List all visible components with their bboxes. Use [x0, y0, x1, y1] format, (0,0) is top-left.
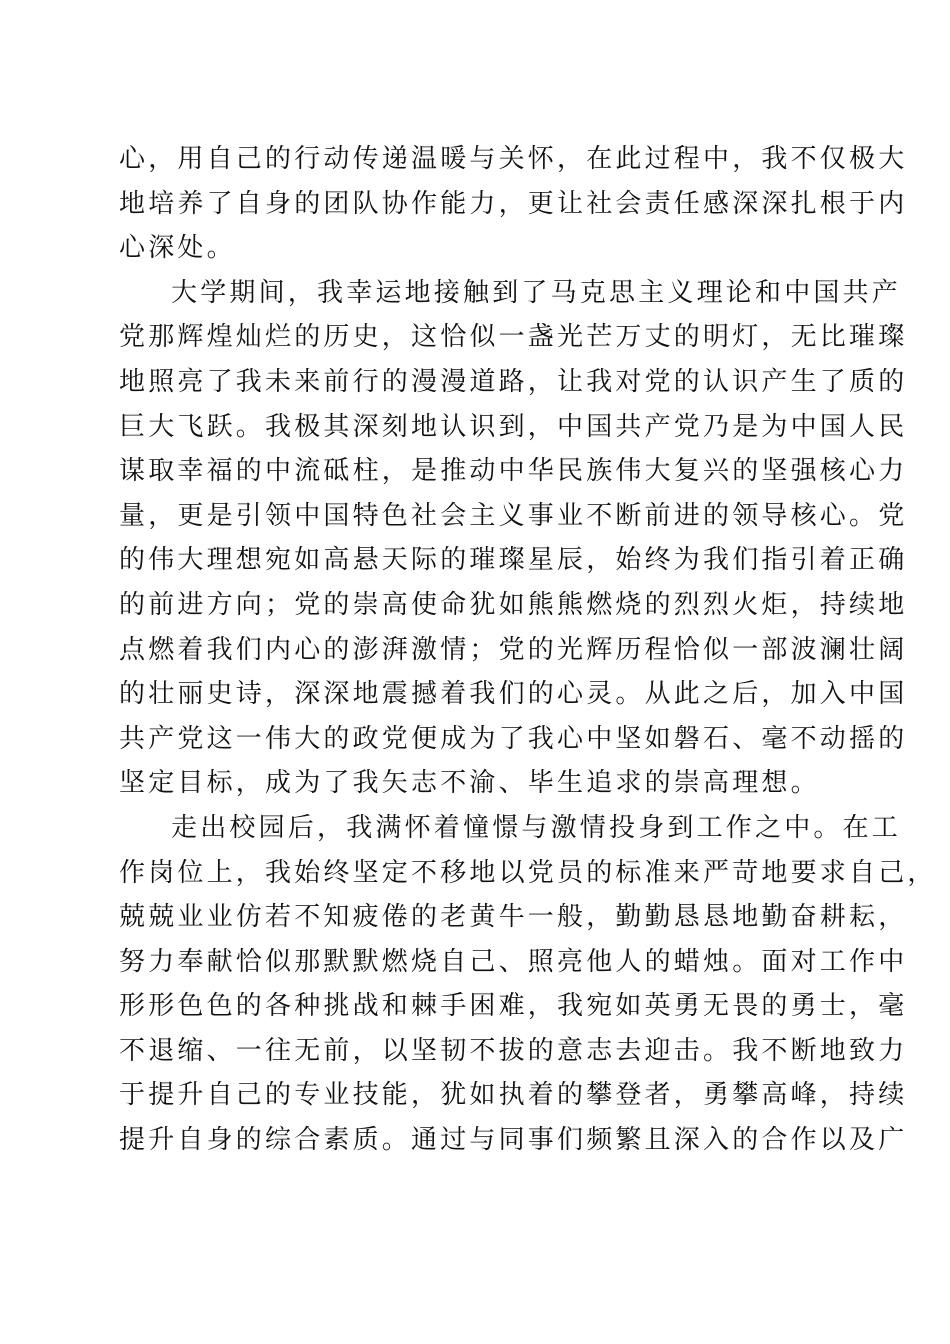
- text-line: 心深处。: [119, 233, 236, 264]
- text-line: 共产党这一伟大的政党便成为了我心中坚如磐石、毫不动摇的: [119, 723, 908, 754]
- text-line: 于提升自己的专业技能，犹如执着的攀登者，勇攀高峰，持续: [119, 1080, 908, 1111]
- paragraph-first-line: 走出校园后，我满怀着憧憬与激情投身到工作之中。在工: [171, 812, 902, 843]
- text-line: 点燃着我们内心的澎湃激情；党的光辉历程恰似一部波澜壮阔: [119, 634, 908, 665]
- text-line: 努力奉献恰似那默默燃烧自己、照亮他人的蜡烛。面对工作中: [119, 946, 908, 977]
- text-line: 心，用自己的行动传递温暖与关怀，在此过程中，我不仅极大: [119, 144, 908, 174]
- text-line: 不退缩、一往无前，以坚韧不拔的意志去迎击。我不断地致力: [119, 1035, 908, 1066]
- text-line: 地照亮了我未来前行的漫漫道路，让我对党的认识产生了质的: [119, 366, 908, 397]
- body-text: [119, 137, 937, 1163]
- paragraph-first-line: 大学期间，我幸运地接触到了马克思主义理论和中国共产: [171, 277, 902, 308]
- text-line: 巨大飞跃。我极其深刻地认识到，中国共产党乃是为中国人民: [119, 411, 908, 442]
- text-line: 作岗位上，我始终坚定不移地以党员的标准来严苛地要求自己，: [119, 857, 937, 888]
- text-line: 坚定目标，成为了我矢志不渝、毕生追求的崇高理想。: [119, 768, 820, 799]
- text-line: 党那辉煌灿烂的历史，这恰似一盏光芒万丈的明灯，无比璀璨: [119, 322, 908, 353]
- text-line: 量，更是引领中国特色社会主义事业不断前进的领导核心。党: [119, 500, 908, 531]
- text-line: 的伟大理想宛如高悬天际的璀璨星辰，始终为我们指引着正确: [119, 545, 908, 576]
- text-line: 地培养了自身的团队协作能力，更让社会责任感深深扎根于内: [119, 188, 908, 219]
- text-line: 提升自身的综合素质。通过与同事们频繁且深入的合作以及广: [119, 1125, 908, 1156]
- text-line: 的前进方向；党的崇高使命犹如熊熊燃烧的烈烈火炬，持续地: [119, 589, 908, 620]
- text-line: 兢兢业业仿若不知疲倦的老黄牛一般，勤勤恳恳地勤奋耕耘，: [119, 902, 908, 933]
- text-line: 谋取幸福的中流砥柱，是推动中华民族伟大复兴的坚强核心力: [119, 456, 908, 487]
- text-line: 形形色色的各种挑战和棘手困难，我宛如英勇无畏的勇士，毫: [119, 991, 908, 1022]
- text-line: 的壮丽史诗，深深地震撼着我们的心灵。从此之后，加入中国: [119, 679, 908, 710]
